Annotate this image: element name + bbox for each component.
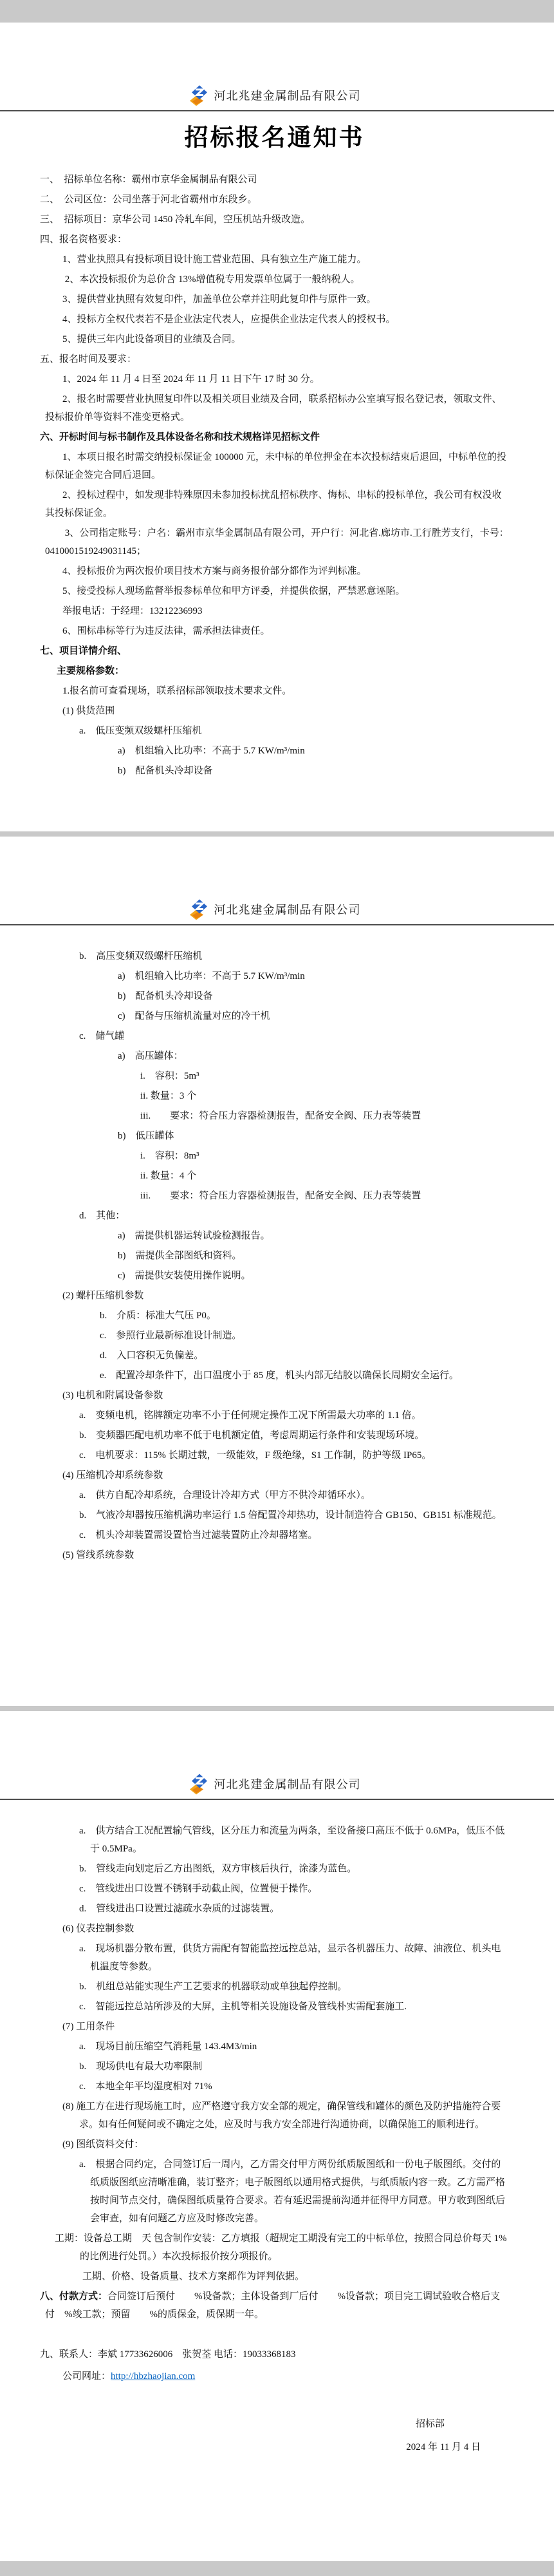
para-company-location: 二、 公司区位：公司坐落于河北省霸州市东段乡。 bbox=[40, 194, 257, 205]
construction-safety-clause: (8) 施工方在进行现场施工时，应严格遵守我方安全部的规定，确保管线和罐体的颜色及防护措施符合要求。如有任何疑问或不确定之处，应及时与我方安全部进行沟通协商，以确保施工的顺利进行。 bbox=[62, 2101, 501, 2130]
project-duration-clause: 工期：设备总工期 天 包含制作安装：乙方填报（超规定工期没有完工的中标单位，按照合同总价每天 1%的比例进行处罚。）本次投标报价按分项报价。 bbox=[55, 2233, 507, 2262]
pipeline-item-config: a. 供方结合工况配置输气管线，区分压力和流量为两条，至设备接口高压不低于 0.6MPa，低压不低于 0.5MPa。 bbox=[79, 1826, 505, 1854]
heading-pipeline-params: (5) 管线系统参数 bbox=[62, 1550, 134, 1560]
contact-persons: 九、联系人：李斌 17733626006 张贺荃 电话：19033368183 bbox=[40, 2349, 296, 2360]
heading-bid-opening: 六、开标时间与标书制作及具体设备名称和技术规格详见招标文件 bbox=[40, 432, 320, 442]
supervision-item-5: 5、接受投标人现场监督举报参标单位和甲方评委，并提供依据，严禁恶意诬陷。 bbox=[62, 586, 405, 596]
heading-cooling-system-params: (4) 压缩机冷却系统参数 bbox=[62, 1470, 163, 1481]
page-header bbox=[40, 23, 509, 111]
footer-department: 招标部 bbox=[415, 2419, 445, 2429]
heading-supply-scope: (1) 供货范围 bbox=[62, 706, 115, 716]
qualification-item-4: 4、投标方全权代表若不是企业法定代表人，应提供企业法定代表人的授权书。 bbox=[62, 314, 396, 325]
item-lp-tank: b) 低压罐体 bbox=[118, 1131, 174, 1141]
screen-top-band bbox=[0, 0, 554, 23]
document-page-1 bbox=[0, 23, 554, 831]
item-high-pressure-dryer: c) 配备与压缩机流量对应的冷干机 bbox=[118, 1011, 270, 1021]
item-high-pressure-power: a) 机组输入比功率：不高于 5.7 KW/m³/min bbox=[118, 971, 305, 981]
hp-tank-requirement: iii. 要求：符合压力容器检测报告，配备安全阀、压力表等装置 bbox=[140, 1111, 421, 1121]
heading-instrument-control-params: (6) 仪表控制参数 bbox=[62, 1924, 134, 1934]
others-test-report: a) 需提供机器运转试验检测报告。 bbox=[118, 1231, 270, 1241]
para-bidder-name: 一、 招标单位名称：霸州市京华金属制品有限公司 bbox=[40, 175, 257, 185]
lp-tank-volume: i. 容积：8m³ bbox=[140, 1151, 199, 1161]
heading-registration-time: 五、报名时间及要求： bbox=[40, 354, 137, 365]
header-rule bbox=[0, 110, 554, 111]
page-separator bbox=[0, 1706, 554, 1711]
pipeline-item-valve: c. 管线进出口设置不锈钢手动截止阀，位置便于操作。 bbox=[79, 1884, 318, 1894]
instrument-item-linkage: b. 机组总站能实现生产工艺要求的机器联动或单独起停控制。 bbox=[79, 1982, 347, 1992]
page-title: 招标报名通知书 bbox=[184, 125, 365, 151]
bid-bond-item-1: 1、本项日报名时需交纳投标保证金 100000 元，未中标的单位押金在本次投标结束后退回，中标单位的投标保证金签完合同后退回。 bbox=[45, 452, 507, 480]
screw-param-inlet: d. 入口容积无负偏差。 bbox=[100, 1350, 204, 1361]
item-others: d. 其他： bbox=[79, 1211, 125, 1221]
utility-humidity: c. 本地全年平均湿度相对 71% bbox=[79, 2081, 212, 2092]
company-logo-icon bbox=[189, 1773, 208, 1795]
heading-screw-compressor-params: (2) 螺杆压缩机参数 bbox=[62, 1291, 144, 1301]
company-logo-icon bbox=[189, 84, 208, 106]
item-low-pressure-cooling: b) 配备机头冷却设备 bbox=[118, 766, 213, 776]
header-rule bbox=[0, 1799, 554, 1800]
evaluation-criteria: 工期、价格、设备质量、技术方案都作为评判依据。 bbox=[82, 2271, 305, 2282]
pipeline-item-filter: d. 管线进出口设置过滤疏水杂质的过滤装置。 bbox=[79, 1904, 280, 1914]
screw-param-standard: c. 参照行业最新标准设计制造。 bbox=[100, 1331, 242, 1341]
cooling-param-self: a. 供方自配冷却系统，合理设计冷却方式（甲方不供冷却循环水）。 bbox=[79, 1490, 371, 1501]
company-name: 河北兆建金属制品有限公司 bbox=[214, 904, 361, 916]
heading-main-specs: 主要规格参数： bbox=[57, 666, 125, 676]
company-name: 河北兆建金属制品有限公司 bbox=[214, 90, 361, 102]
motor-param-rating: c. 电机要求：115% 长期过载，一级能效，F 级绝缘，S1 工作制，防护等级 IP65。 bbox=[79, 1450, 432, 1461]
others-drawings: b) 需提供全部图纸和资料。 bbox=[118, 1251, 242, 1261]
item-low-pressure-compressor: a. 低压变频双级螺杆压缩机 bbox=[79, 726, 202, 736]
company-name: 河北兆建金属制品有限公司 bbox=[214, 1778, 361, 1791]
item-hp-tank: a) 高压罐体： bbox=[118, 1051, 183, 1061]
item-high-pressure-compressor: b. 高压变频双级螺杆压缩机 bbox=[79, 951, 203, 961]
para-project-name: 三、 招标项目：京华公司 1450 冷轧车间，空压机站升级改造。 bbox=[40, 214, 311, 225]
hp-tank-quantity: ii. 数量：3 个 bbox=[140, 1091, 197, 1101]
evaluation-item-4: 4、投标报价为两次报价项目技术方案与商务报价部分都作为评判标准。 bbox=[62, 566, 367, 576]
document-page-2 bbox=[0, 837, 554, 1706]
legal-item-6: 6、围标串标等行为违反法律，需承担法律责任。 bbox=[62, 626, 270, 636]
qualification-item-2: 2、本次投标报价为总价含 13%增值税专用发票单位属于一般纳税人。 bbox=[62, 274, 360, 285]
document-page-3 bbox=[0, 1711, 554, 2561]
heading-drawing-delivery: (9) 图纸资料交付： bbox=[62, 2139, 144, 2150]
qualification-item-5: 5、提供三年内此设备项目的业绩及合同。 bbox=[62, 334, 241, 345]
heading-qualification-requirements: 四、报名资格要求： bbox=[40, 234, 127, 245]
item-low-pressure-power: a) 机组输入比功率：不高于 5.7 KW/m³/min bbox=[118, 746, 305, 756]
utility-power-limit: b. 现场供电有最大功率限制 bbox=[79, 2061, 203, 2072]
others-manual: c) 需提供安装使用操作说明。 bbox=[118, 1271, 251, 1281]
qualification-item-1: 1、营业执照具有投标项目设计施工营业范围、具有独立生产施工能力。 bbox=[62, 254, 367, 265]
lp-tank-requirement: iii. 要求：符合压力容器检测报告，配备安全阀、压力表等装置 bbox=[140, 1191, 421, 1201]
heading-motor-params: (3) 电机和附属设备参数 bbox=[62, 1390, 163, 1401]
screw-param-medium: b. 介质：标准大气压 P0。 bbox=[100, 1311, 216, 1321]
drawing-delivery-clause: a. 根据合同约定，合同签订后一周内，乙方需交付甲方两份纸质版图纸和一份电子版图纸。交付的纸质版图纸应清晰准确，装订整齐；电子版图纸以通用格式提供，与纸质版内容一致。乙方需严格按时间节点交付，确保图纸质量符合要求。若有延迟需提前沟通并征得甲方同意。甲方收到图纸后会审查，如有问题乙方应及时修改完善。 bbox=[79, 2159, 506, 2224]
utility-air-consumption: a. 现场目前压缩空气消耗量 143.4M3/min bbox=[79, 2041, 257, 2052]
website-link[interactable]: http://hbzhaojian.com bbox=[111, 2371, 196, 2382]
registration-time-item-1: 1、2024 年 11 月 4 日至 2024 年 11 月 11 日下午 17 时 30 分。 bbox=[62, 374, 320, 384]
heading-project-details: 七、项目详情介绍、 bbox=[40, 646, 127, 656]
site-visit-note: 1.报名前可查看现场，联系招标部领取技术要求文件。 bbox=[62, 686, 292, 696]
report-phone: 举报电话：于经理：13212236993 bbox=[62, 606, 203, 616]
payment-terms bbox=[40, 2287, 509, 2324]
motor-param-inverter: b. 变频器匹配电机功率不低于电机额定值，考虑周期运行条件和安装现场环境。 bbox=[79, 1430, 425, 1441]
lp-tank-quantity: ii. 数量：4 个 bbox=[140, 1171, 197, 1181]
company-logo-icon bbox=[189, 898, 208, 920]
screw-param-outlet-temp: e. 配置冷却条件下，出口温度小于 85 度，机头内部无结胶以确保长周期安全运行。 bbox=[100, 1370, 459, 1381]
company-website bbox=[62, 2367, 509, 2385]
bank-account-item-3: 3、公司指定账号：户名：霸州市京华金属制品有限公司，开户行：河北省.廊坊市.工行胜芳支行，卡号：0410001519249031145； bbox=[45, 528, 509, 556]
header-rule bbox=[0, 924, 554, 925]
cooling-param-filter: c. 机头冷却装置需设置恰当过滤装置防止冷却器堵塞。 bbox=[79, 1530, 318, 1540]
website-label: 公司网址： bbox=[62, 2371, 111, 2382]
motor-param-vfd: a. 变频电机，铭牌额定功率不小于任何规定操作工况下所需最大功率的 1.1 倍。 bbox=[79, 1410, 421, 1421]
pipeline-item-drawing: b. 管线走向划定后乙方出图纸，双方审核后执行，涂漆为蓝色。 bbox=[79, 1864, 357, 1874]
page-separator bbox=[0, 831, 554, 837]
screen-bottom-band bbox=[0, 2561, 554, 2576]
heading-utility-conditions: (7) 工用条件 bbox=[62, 2022, 115, 2032]
registration-time-item-2: 2、报名时需要营业执照复印件以及相关项目业绩及合同，联系招标办公室填写报名登记表，领取文件、投标报价单等资料不准变更格式。 bbox=[45, 394, 502, 422]
footer-date: 2024 年 11 月 4 日 bbox=[406, 2442, 481, 2452]
qualification-item-3: 3、提供营业执照有效复印件，加盖单位公章并注明此复印件与原件一致。 bbox=[62, 294, 376, 305]
instrument-item-screen: c. 智能远控总站所涉及的大屏，主机等相关设施设备及管线朴实需配套施工. bbox=[79, 2002, 407, 2012]
page-header bbox=[40, 1711, 509, 1800]
cooling-param-capacity: b. 气液冷却器按压缩机满功率运行 1.5 倍配置冷却热功，设计制造符合 GB150、GB151 标准规范。 bbox=[79, 1510, 502, 1520]
item-high-pressure-cooling: b) 配备机头冷却设备 bbox=[118, 991, 213, 1001]
page-header bbox=[40, 837, 509, 925]
instrument-item-monitoring: a. 现场机器分散布置，供货方需配有智能监控远控总站，显示各机器压力、故障、油液位、机头电机温度等参数。 bbox=[79, 1944, 501, 1972]
payment-terms-label: 八、付款方式： bbox=[40, 2291, 108, 2302]
payment-terms-text: 合同签订后预付 %设备款；主体设备到厂后付 %设备款；项目完工调试验收合格后支付 %竣工款；预留 %的质保金，质保期一年。 bbox=[45, 2291, 501, 2320]
item-air-tank: c. 储气罐 bbox=[79, 1031, 125, 1041]
hp-tank-volume: i. 容积：5m³ bbox=[140, 1071, 199, 1081]
bid-bond-item-2: 2、投标过程中，如发现非特殊原因未参加投标扰乱招标秩序、悔标、串标的投标单位，我公司有权没收其投标保证金。 bbox=[45, 490, 502, 518]
